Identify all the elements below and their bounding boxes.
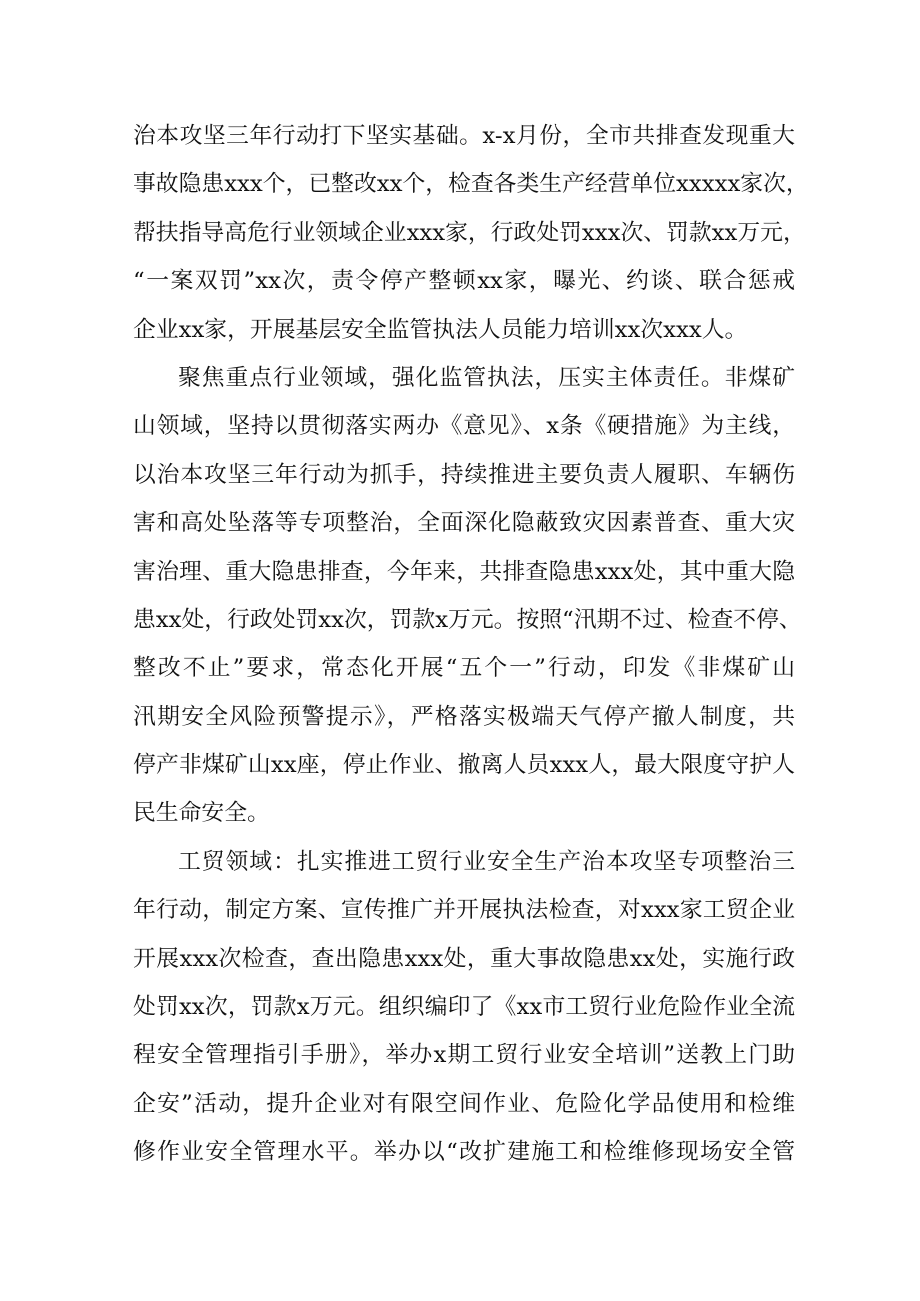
- text-line: 程安全管理指引手册》，举办x期工贸行业安全培训”送教上门助: [133, 1042, 795, 1069]
- text-line: 企业xx家，开展基层安全监管执法人员能力培训xx次xxx人。: [133, 316, 748, 343]
- paragraph-industry-trade: [133, 838, 795, 1177]
- paragraph-non-coal-mines: [133, 354, 802, 838]
- paragraph-intro-summary: [133, 112, 809, 354]
- text-line: 年行动，制定方案、宣传推广并开展执法检查，对xxx家工贸企业: [133, 897, 795, 924]
- text-line: 害治理、重大隐患排查，今年来，共排查隐患xxx处，其中重大隐: [133, 558, 795, 585]
- text-line: 患xx处，行政处罚xx次，罚款x万元。按照“汛期不过、检查不停、: [133, 606, 802, 633]
- text-line: 整改不止”要求，常态化开展“五个一”行动，印发《非煤矿山: [133, 655, 795, 682]
- text-line: 工贸领域：扎实推进工贸行业安全生产治本攻坚专项整治三: [178, 848, 795, 875]
- text-line: 民生命安全。: [133, 800, 270, 827]
- document-body: [133, 112, 809, 1177]
- text-line: 害和高处坠落等专项整治，全面深化隐蔽致灾因素普查、重大灾: [133, 510, 795, 537]
- text-line: 治本攻坚三年行动打下坚实基础。x-x月份，全市共排查发现重大: [133, 123, 795, 149]
- text-line: 开展xxx次检查，查出隐患xxx处，重大事故隐患xx处，实施行政: [133, 945, 795, 972]
- text-line: 帮扶指导高危行业领域企业xxx家，行政处罚xxx次、罚款xx万元，: [133, 219, 806, 246]
- text-line: 山领域，坚持以贯彻落实两办《意见》、x条《硬措施》为主线，: [133, 413, 795, 440]
- text-line: 企安”活动，提升企业对有限空间作业、危险化学品使用和检维: [133, 1090, 795, 1117]
- text-line: 停产非煤矿山xx座，停止作业、撤离人员xxx人，最大限度守护人: [133, 752, 795, 779]
- text-line: “一案双罚”xx次，责令停产整顿xx家，曝光、约谈、联合惩戒: [133, 268, 795, 295]
- text-line: 汛期安全风险预警提示》，严格落实极端天气停产撤人制度，共: [133, 703, 795, 730]
- text-line: 修作业安全管理水平。举办以“改扩建施工和检维修现场安全管: [133, 1139, 795, 1166]
- text-line: 事故隐患xxx个，已整改xx个，检查各类生产经营单位xxxxx家次，: [133, 171, 809, 198]
- text-line: 以治本攻坚三年行动为抓手，持续推进主要负责人履职、车辆伤: [133, 461, 795, 488]
- text-line: 聚焦重点行业领域，强化监管执法，压实主体责任。非煤矿: [178, 364, 795, 391]
- text-line: 处罚xx次，罚款x万元。组织编印了《xx市工贸行业危险作业全流: [133, 994, 795, 1021]
